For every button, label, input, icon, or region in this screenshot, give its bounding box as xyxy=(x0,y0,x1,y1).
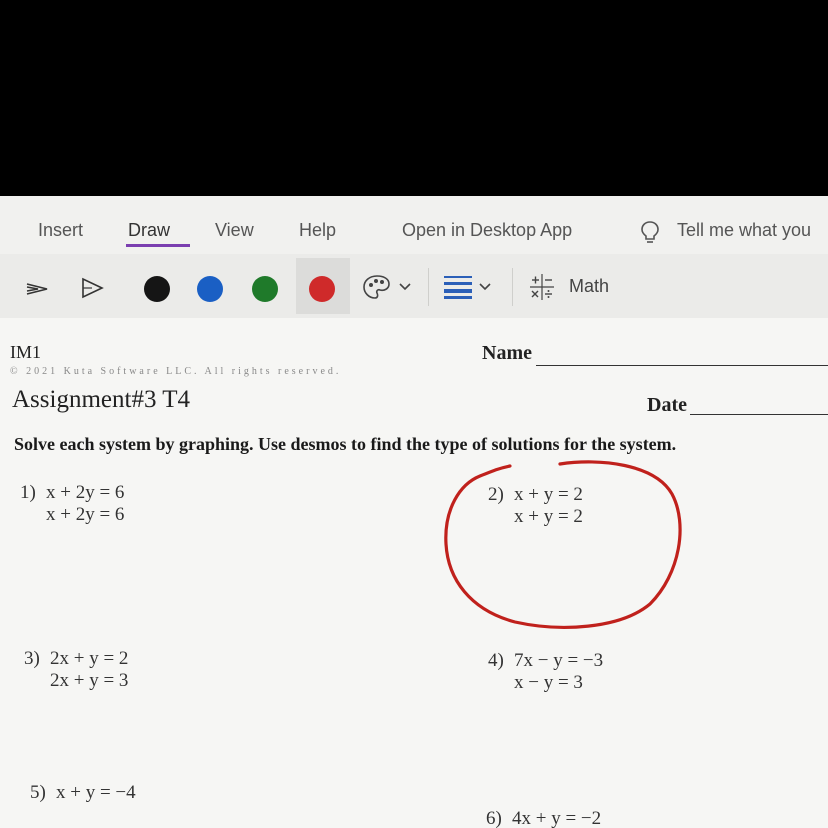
tab-insert[interactable]: Insert xyxy=(38,220,84,240)
problem-3: 3) 2x + y = 2 2x + y = 3 xyxy=(24,648,129,691)
equation: 2x + y = 2 xyxy=(50,648,129,669)
line-weight-icon[interactable] xyxy=(442,272,498,302)
name-label: Name xyxy=(482,342,532,364)
tab-help[interactable]: Help xyxy=(299,220,337,240)
palette-icon[interactable] xyxy=(362,272,416,302)
ribbon-tabs xyxy=(0,196,828,254)
problem-5: 5) x + y = −4 xyxy=(30,782,136,803)
equation: x + 2y = 6 xyxy=(46,504,125,525)
equation: 4x + y = −2 xyxy=(512,808,602,828)
active-tab-indicator xyxy=(126,244,190,247)
worksheet-title: Assignment#3 T4 xyxy=(12,386,191,413)
math-icon[interactable] xyxy=(528,272,556,302)
lasso-icon[interactable] xyxy=(78,276,106,300)
pen-black[interactable] xyxy=(144,276,170,302)
onenote-window xyxy=(0,196,828,828)
problem-6: 6) 4x + y = −2 xyxy=(486,808,602,828)
tell-me-search[interactable]: Tell me what you xyxy=(677,220,812,240)
math-button-label[interactable]: Math xyxy=(569,276,610,296)
course-label: IM1 xyxy=(10,342,41,362)
tab-view[interactable]: View xyxy=(215,220,254,240)
open-in-desktop-app-button[interactable]: Open in Desktop App xyxy=(402,220,573,240)
equation: x + y = −4 xyxy=(56,782,136,803)
name-blank-line xyxy=(536,365,828,366)
toolbar-separator xyxy=(428,268,429,306)
copyright-text: © 2021 Kuta Software LLC. All rights reserved. xyxy=(10,366,342,377)
equation: x + y = 2 xyxy=(514,484,583,505)
date-label: Date xyxy=(647,394,687,416)
date-blank-line xyxy=(690,414,828,415)
pen-blue[interactable] xyxy=(197,276,223,302)
pen-red[interactable] xyxy=(309,276,335,302)
equation: 2x + y = 3 xyxy=(50,670,129,691)
tab-draw[interactable]: Draw xyxy=(128,220,171,240)
toolbar-separator xyxy=(512,268,513,306)
instructions-text: Solve each system by graphing. Use desmos to find the type of solutions for the system. xyxy=(14,434,677,454)
problem-1: 1) x + 2y = 6 x + 2y = 6 xyxy=(20,482,125,525)
problem-2: 2) x + y = 2 x + y = 2 xyxy=(488,484,583,527)
equation: x − y = 3 xyxy=(514,672,583,693)
equation: 7x − y = −3 xyxy=(514,650,604,671)
select-icon[interactable] xyxy=(24,278,50,300)
problem-4: 4) 7x − y = −3 x − y = 3 xyxy=(488,650,604,693)
lightbulb-icon xyxy=(640,220,660,244)
pen-green[interactable] xyxy=(252,276,278,302)
equation: x + 2y = 6 xyxy=(46,482,125,503)
equation: x + y = 2 xyxy=(514,506,583,527)
